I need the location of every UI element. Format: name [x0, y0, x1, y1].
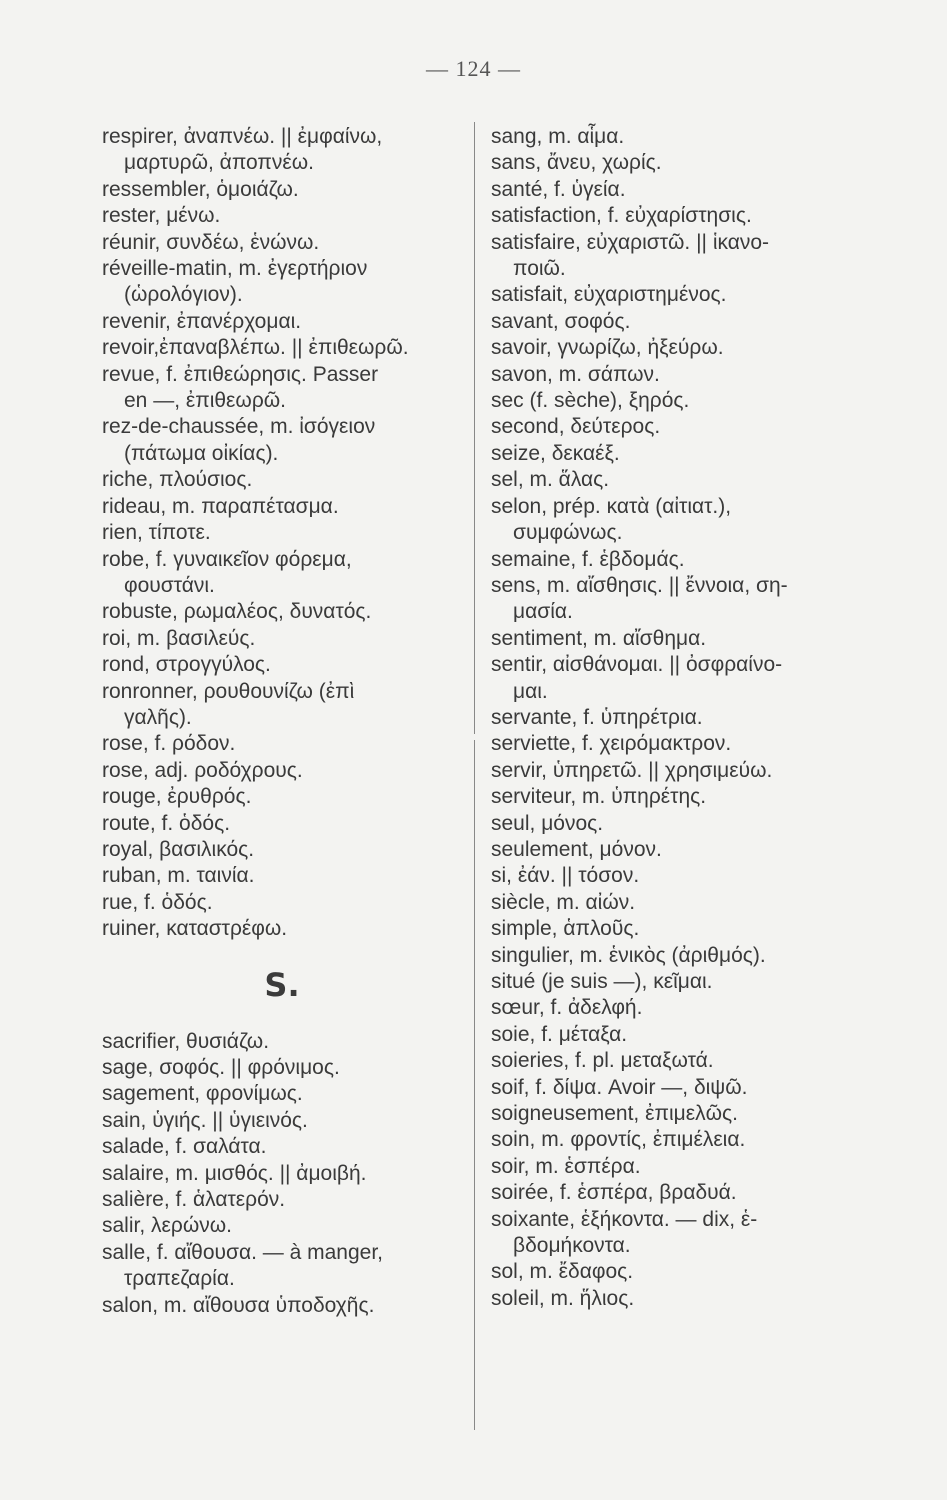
- dictionary-entry: [491, 1154, 861, 1180]
- dictionary-entry: [102, 362, 462, 415]
- dictionary-entry: [102, 177, 462, 203]
- entry-text: salière, f. ἁλατερόν.: [102, 1188, 286, 1212]
- dictionary-entry: [102, 837, 462, 863]
- entry-continuation: γαλῆς).: [124, 705, 192, 729]
- entry-text: rouge, ἐρυθρός.: [102, 785, 252, 809]
- dictionary-entry: [491, 203, 861, 229]
- entry-text: simple, ἁπλοῦς.: [491, 917, 640, 941]
- entry-continuation: συμφώνως.: [513, 521, 623, 545]
- entry-text: rez-de-chaussée, m. ἰσόγειον: [102, 415, 376, 439]
- entry-text: singulier, m. ἑνικὸς (ἀριθμός).: [491, 943, 766, 967]
- entry-text: rond, στρογγύλος.: [102, 653, 271, 677]
- entry-text: réveille-matin, m. ἐγερτήριον: [102, 257, 368, 281]
- entry-text: riche, πλούσιος.: [102, 468, 253, 492]
- dictionary-entry: [491, 916, 861, 942]
- dictionary-entry: [102, 1213, 462, 1239]
- dictionary-entry: [491, 705, 861, 731]
- entry-text: servante, f. ὑπηρέτρια.: [491, 705, 703, 729]
- dictionary-entry: [491, 995, 861, 1021]
- entry-text: satisfaction, f. εὐχαρίστησις.: [491, 204, 752, 228]
- dictionary-entry: [491, 1101, 861, 1127]
- dictionary-entry: [491, 547, 861, 573]
- entry-text: rien, τίποτε.: [102, 521, 211, 545]
- dictionary-entry: [491, 1022, 861, 1048]
- entry-text: rose, adj. ροδόχρους.: [102, 758, 303, 782]
- entry-text: savon, m. σάπων.: [491, 362, 660, 386]
- entry-text: salade, f. σαλάτα.: [102, 1135, 267, 1159]
- entry-text: rose, f. ρόδον.: [102, 732, 236, 756]
- dictionary-entry: [491, 1207, 861, 1260]
- dictionary-entry: [102, 1240, 462, 1293]
- entry-text: savoir, γνωρίζω, ἠξεύρω.: [491, 336, 724, 360]
- entry-text: soieries, f. pl. μεταξωτά.: [491, 1049, 714, 1073]
- entry-text: selon, prép. κατὰ (αἰτιατ.),: [491, 494, 732, 518]
- entry-text: santé, f. ὑγεία.: [491, 177, 626, 201]
- dictionary-entry: [102, 916, 462, 942]
- entry-text: soixante, ἑξήκοντα. — dix, ἑ-: [491, 1207, 758, 1231]
- column-divider-lower: [474, 740, 475, 1430]
- entry-text: siècle, m. αἰών.: [491, 890, 636, 914]
- dictionary-entry: [491, 652, 861, 705]
- dictionary-entry: [102, 256, 462, 309]
- entry-text: respirer, ἀναπνέω. || ἐμφαίνω,: [102, 125, 383, 148]
- dictionary-entry: [102, 1293, 462, 1319]
- dictionary-entry: [102, 467, 462, 493]
- dictionary-entry: [491, 969, 861, 995]
- entry-text: serviteur, m. ὑπηρέτης.: [491, 785, 707, 809]
- entry-text: soie, f. μέταξα.: [491, 1022, 628, 1046]
- entry-text: salle, f. αἴθουσα. — à manger,: [102, 1240, 384, 1264]
- entry-text: ruban, m. ταινία.: [102, 864, 255, 888]
- dictionary-entry: [102, 599, 462, 625]
- entry-text: ronronner, ρουθουνίζω (ἐπὶ: [102, 679, 355, 703]
- entry-text: soir, m. ἑσπέρα.: [491, 1154, 641, 1178]
- entry-continuation: (ὡρολόγιον).: [124, 283, 243, 307]
- entry-text: si, ἐάν. || τόσον.: [491, 864, 640, 888]
- entry-text: sœur, f. ἀδελφή.: [491, 996, 643, 1020]
- entry-continuation: en —, ἐπιθεωρῶ.: [124, 389, 286, 413]
- entry-text: sagement, φρονίμως.: [102, 1082, 303, 1106]
- entry-text: sel, m. ἅλας.: [491, 468, 610, 492]
- entry-text: sentiment, m. αἴσθημα.: [491, 626, 707, 650]
- dictionary-entry: [102, 1055, 462, 1081]
- dictionary-entry: [102, 1161, 462, 1187]
- entry-text: rideau, m. παραπέτασμα.: [102, 494, 339, 518]
- entry-text: seize, δεκαέξ.: [491, 441, 620, 465]
- entry-continuation: (πάτωμα οἰκίας).: [124, 441, 279, 465]
- dictionary-entry: [102, 124, 462, 177]
- entry-continuation: μαι.: [513, 679, 548, 703]
- dictionary-entry: [102, 890, 462, 916]
- dictionary-entry: [491, 230, 861, 283]
- entry-text: réunir, συνδέω, ἑνώνω.: [102, 230, 320, 254]
- entry-text: rue, f. ὁδός.: [102, 890, 213, 914]
- dictionary-entry: [491, 282, 861, 308]
- entry-text: ressembler, ὁμοιάζω.: [102, 177, 299, 201]
- entry-text: royal, βασιλικός.: [102, 837, 255, 861]
- right-column: [491, 124, 861, 1312]
- dictionary-entry: [491, 943, 861, 969]
- dictionary-entry: [491, 573, 861, 626]
- dictionary-entry: [102, 784, 462, 810]
- dictionary-entry: [491, 1286, 861, 1312]
- dictionary-entry: [102, 520, 462, 546]
- dictionary-entry: [102, 547, 462, 600]
- entry-text: soigneusement, ἐπιμελῶς.: [491, 1102, 738, 1126]
- section-letter: S.: [264, 965, 300, 1004]
- dictionary-entry: [491, 177, 861, 203]
- entry-text: route, f. ὁδός.: [102, 811, 231, 835]
- right-entries: [491, 124, 861, 1312]
- dictionary-entry: [491, 414, 861, 440]
- dictionary-entry: [491, 467, 861, 493]
- dictionary-entry: [102, 230, 462, 256]
- entry-text: savant, σοφός.: [491, 309, 631, 333]
- left-column: [102, 124, 462, 1319]
- dictionary-entry: [491, 441, 861, 467]
- dictionary-entry: [491, 124, 861, 150]
- entry-text: situé (je suis —), κεῖμαι.: [491, 970, 713, 993]
- dictionary-entry: [491, 1048, 861, 1074]
- dictionary-entry: [102, 626, 462, 652]
- dictionary-entry: [491, 1127, 861, 1153]
- dictionary-entry: [102, 1029, 462, 1055]
- entry-text: servir, ὑπηρετῶ. || χρησιμεύω.: [491, 758, 773, 782]
- dictionary-entry: [491, 731, 861, 757]
- dictionary-entry: [491, 1180, 861, 1206]
- entry-text: sang, m. αἷμα.: [491, 125, 625, 148]
- entry-text: soleil, m. ἥλιος.: [491, 1286, 635, 1310]
- entry-text: sain, ὑγιής. || ὑγιεινός.: [102, 1108, 308, 1132]
- dictionary-entry: [491, 837, 861, 863]
- left-entries-r: [102, 124, 462, 943]
- dictionary-entry: [102, 335, 462, 361]
- dictionary-entry: [102, 309, 462, 335]
- entry-text: rester, μένω.: [102, 204, 221, 228]
- entry-continuation: ποιῶ.: [513, 257, 566, 281]
- entry-text: salaire, m. μισθός. || ἀμοιβή.: [102, 1161, 367, 1185]
- page-number: — 124 —: [426, 56, 521, 81]
- entry-text: salir, λερώνω.: [102, 1214, 232, 1238]
- dictionary-entry: [102, 863, 462, 889]
- entry-text: sec (f. sèche), ξηρός.: [491, 389, 690, 413]
- entry-text: salon, m. αἴθουσα ὑποδοχῆς.: [102, 1293, 375, 1317]
- dictionary-entry: [491, 1259, 861, 1285]
- column-divider: [474, 122, 475, 734]
- dictionary-entry: [491, 784, 861, 810]
- entry-text: revenir, ἐπανέρχομαι.: [102, 309, 302, 333]
- entry-text: robe, f. γυναικεῖον φόρεμα,: [102, 547, 352, 571]
- entry-text: sol, m. ἔδαφος.: [491, 1260, 634, 1284]
- entry-text: seul, μόνος.: [491, 811, 604, 835]
- dictionary-entry: [491, 388, 861, 414]
- dictionary-entry: [491, 890, 861, 916]
- entry-text: second, δεύτερος.: [491, 415, 661, 439]
- entry-text: soirée, f. ἑσπέρα, βραδυά.: [491, 1181, 737, 1205]
- dictionary-entry: [102, 203, 462, 229]
- dictionary-entry: [491, 626, 861, 652]
- entry-text: sage, σοφός. || φρόνιμος.: [102, 1056, 340, 1079]
- left-entries-s: [102, 1029, 462, 1319]
- entry-text: revoir,ἐπαναβλέπω. || ἐπιθεωρῶ.: [102, 336, 409, 360]
- dictionary-entry: [491, 494, 861, 547]
- dictionary-entry: [102, 1081, 462, 1107]
- entry-text: sens, m. αἴσθησις. || ἔννοια, ση-: [491, 573, 788, 597]
- dictionary-entry: [491, 863, 861, 889]
- dictionary-entry: [102, 414, 462, 467]
- entry-text: satisfait, εὐχαριστημένος.: [491, 283, 727, 307]
- dictionary-entry: [102, 811, 462, 837]
- entry-text: seulement, μόνον.: [491, 837, 662, 861]
- dictionary-entry: [102, 758, 462, 784]
- dictionary-entry: [102, 494, 462, 520]
- dictionary-entry: [491, 362, 861, 388]
- entry-text: ruiner, καταστρέφω.: [102, 917, 288, 941]
- dictionary-entry: [102, 731, 462, 757]
- dictionary-entry: [491, 150, 861, 176]
- entry-text: sacrifier, θυσιάζω.: [102, 1029, 270, 1053]
- entry-continuation: μασία.: [513, 600, 573, 624]
- entry-continuation: τραπεζαρία.: [124, 1267, 235, 1291]
- entry-continuation: μαρτυρῶ, ἀποπνέω.: [124, 151, 314, 175]
- entry-text: revue, f. ἐπιθεώρησις. Passer: [102, 362, 379, 386]
- entry-text: semaine, f. ἑβδομάς.: [491, 547, 685, 571]
- entry-text: soin, m. φροντίς, ἐπιμέλεια.: [491, 1128, 746, 1152]
- dictionary-entry: [491, 758, 861, 784]
- entry-continuation: φουστάνι.: [124, 573, 215, 597]
- entry-text: soif, f. δίψα. Avoir —, διψῶ.: [491, 1075, 748, 1099]
- entry-text: sans, ἄνευ, χωρίς.: [491, 151, 662, 175]
- dictionary-entry: [491, 1075, 861, 1101]
- entry-text: sentir, αἰσθάνομαι. || ὀσφραίνο-: [491, 653, 783, 677]
- entry-text: satisfaire, εὐχαριστῶ. || ἱκανο-: [491, 230, 770, 254]
- dictionary-entry: [491, 811, 861, 837]
- dictionary-entry: [102, 1187, 462, 1213]
- entry-text: serviette, f. χειρόμακτρον.: [491, 732, 732, 756]
- dictionary-entry: [102, 1134, 462, 1160]
- dictionary-entry: [491, 335, 861, 361]
- entry-text: robuste, ρωμαλέος, δυνατός.: [102, 600, 372, 624]
- dictionary-entry: [102, 1108, 462, 1134]
- dictionary-entry: [102, 679, 462, 732]
- dictionary-entry: [491, 309, 861, 335]
- dictionary-entry: [102, 652, 462, 678]
- entry-continuation: βδομήκοντα.: [513, 1234, 631, 1258]
- entry-text: roi, m. βασιλεύς.: [102, 626, 256, 650]
